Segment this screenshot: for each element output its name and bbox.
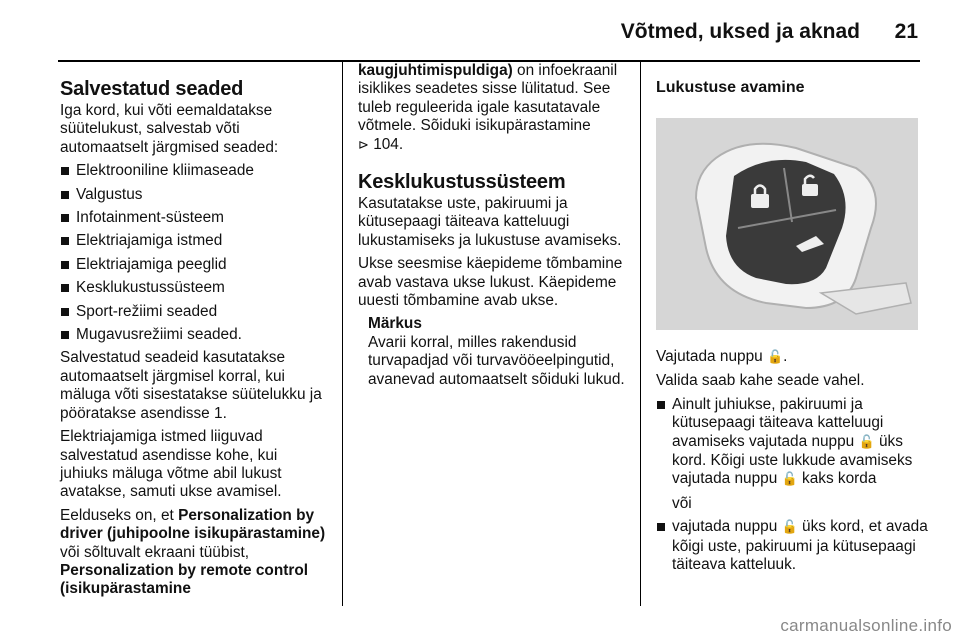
note-title: Märkus: [368, 315, 422, 333]
text-run: Ainult juhiukse, pakiruumi ja kütusepaagi täiteava katteluugi avamiseks vajutada nuppu: [672, 395, 884, 450]
list-item: [656, 518, 928, 574]
column-divider-1: [342, 62, 343, 606]
list-item: Valgustus: [60, 186, 326, 204]
remote-key-figure: [656, 118, 918, 330]
bold-term: Personalization by driver (juhipoolne isikupärastamine): [60, 506, 326, 543]
text-run: kaks korda: [797, 470, 877, 488]
list-item: [656, 396, 928, 490]
page-number: 21: [894, 20, 918, 43]
unlock-icon: 🔓: [766, 350, 784, 365]
list-item: Infotainment-süsteem: [60, 209, 326, 227]
list-item: Elektriajamiga peeglid: [60, 256, 326, 274]
text-run: Eelduseks on, et: [60, 506, 179, 524]
paragraph: [60, 507, 326, 599]
text-run: on infoekraanil isiklikes seadetes sisse lülitatud. See tuleb reguleerida igale kasutatavale võtmele. Sõiduki isikupärastamine: [358, 62, 618, 135]
bold-term: Personalization by remote control (isikupärastamine: [60, 561, 309, 598]
column-divider-2: [640, 62, 641, 606]
list-item: Kesklukustussüsteem: [60, 279, 326, 297]
list-item: Mugavusrežiimi seaded.: [60, 326, 326, 344]
section-heading-saved-settings: Salvestatud seaded: [60, 78, 244, 100]
list-item: Elektriajamiga istmed: [60, 232, 326, 250]
unlock-options-list: [656, 396, 928, 490]
bold-term: kaugjuhtimispuldiga): [358, 62, 513, 79]
paragraph: [358, 62, 630, 155]
text-run: või sõltuvalt ekraani tüübist,: [60, 543, 250, 561]
unlock-icon: 🔓: [781, 472, 798, 488]
column-1: [60, 78, 326, 604]
paragraph: [656, 348, 928, 367]
paragraph: Kasutatakse uste, pakiruumi ja kütusepaagi täiteava katteluugi lukustamiseks ja lukustuse avamiseks.: [358, 195, 622, 249]
unlock-options-list: [656, 518, 928, 574]
text-run: üks kord, et avada kõigi uste, pakiruumi ja kütusepaagi täiteava katteluuk.: [672, 518, 928, 574]
list-item: Elektrooniline kliimaseade: [60, 162, 326, 180]
page-reference-icon: ⊳: [358, 137, 369, 153]
note-text: Avarii korral, milles rakendusid turvapadjad või turvavööeelpingutid, avanevad automaatselt sõiduki lukud.: [368, 333, 625, 388]
text-run: .: [783, 348, 788, 365]
paragraph: Valida saab kahe seade vahel.: [656, 372, 865, 390]
text-run: üks kord. Kõigi uste lukkude avamiseks vajutada nuppu: [672, 432, 913, 488]
note-box: [358, 315, 630, 389]
page-reference: 104.: [373, 135, 404, 153]
page-header: [0, 16, 960, 56]
section-heading-central-locking: Kesklukustussüsteem: [358, 171, 566, 194]
text-run: vajutada nuppu: [672, 518, 782, 536]
settings-list: [60, 162, 326, 344]
list-item: Sport-režiimi seaded: [60, 303, 326, 321]
text-run: Vajutada nuppu: [656, 348, 767, 365]
intro-paragraph: Iga kord, kui võti eemaldatakse süütelukust, salvestab võti automaatselt järgmised seaded:: [60, 102, 279, 156]
column-3: [656, 78, 928, 579]
section-heading-unlocking: Lukustuse avamine: [656, 79, 805, 96]
watermark: carmanualsonline.info: [780, 616, 952, 635]
unlock-icon: 🔓: [858, 434, 875, 450]
paragraph: Ukse seesmise käepideme tõmbamine avab vastava ukse lukust. Käepideme uuesti tõmbamine avab ukse.: [358, 255, 623, 310]
page-title: Võtmed, uksed ja aknad: [620, 20, 860, 43]
unlock-icon: 🔓: [781, 520, 798, 536]
remote-key-illustration: [656, 118, 918, 330]
paragraph: Elektriajamiga istmed liiguvad salvestatud asendisse kohe, kui juhiuks mäluga võtme abil lukust avatakse, samuti ukse avamisel.: [60, 428, 282, 501]
or-text: või: [672, 494, 692, 512]
paragraph: Salvestatud seadeid kasutatakse automaatselt järgmisel korral, kui mäluga võti sisestatakse süütelukku ja pööratakse asendisse 1.: [60, 349, 322, 422]
column-2: [358, 62, 630, 389]
